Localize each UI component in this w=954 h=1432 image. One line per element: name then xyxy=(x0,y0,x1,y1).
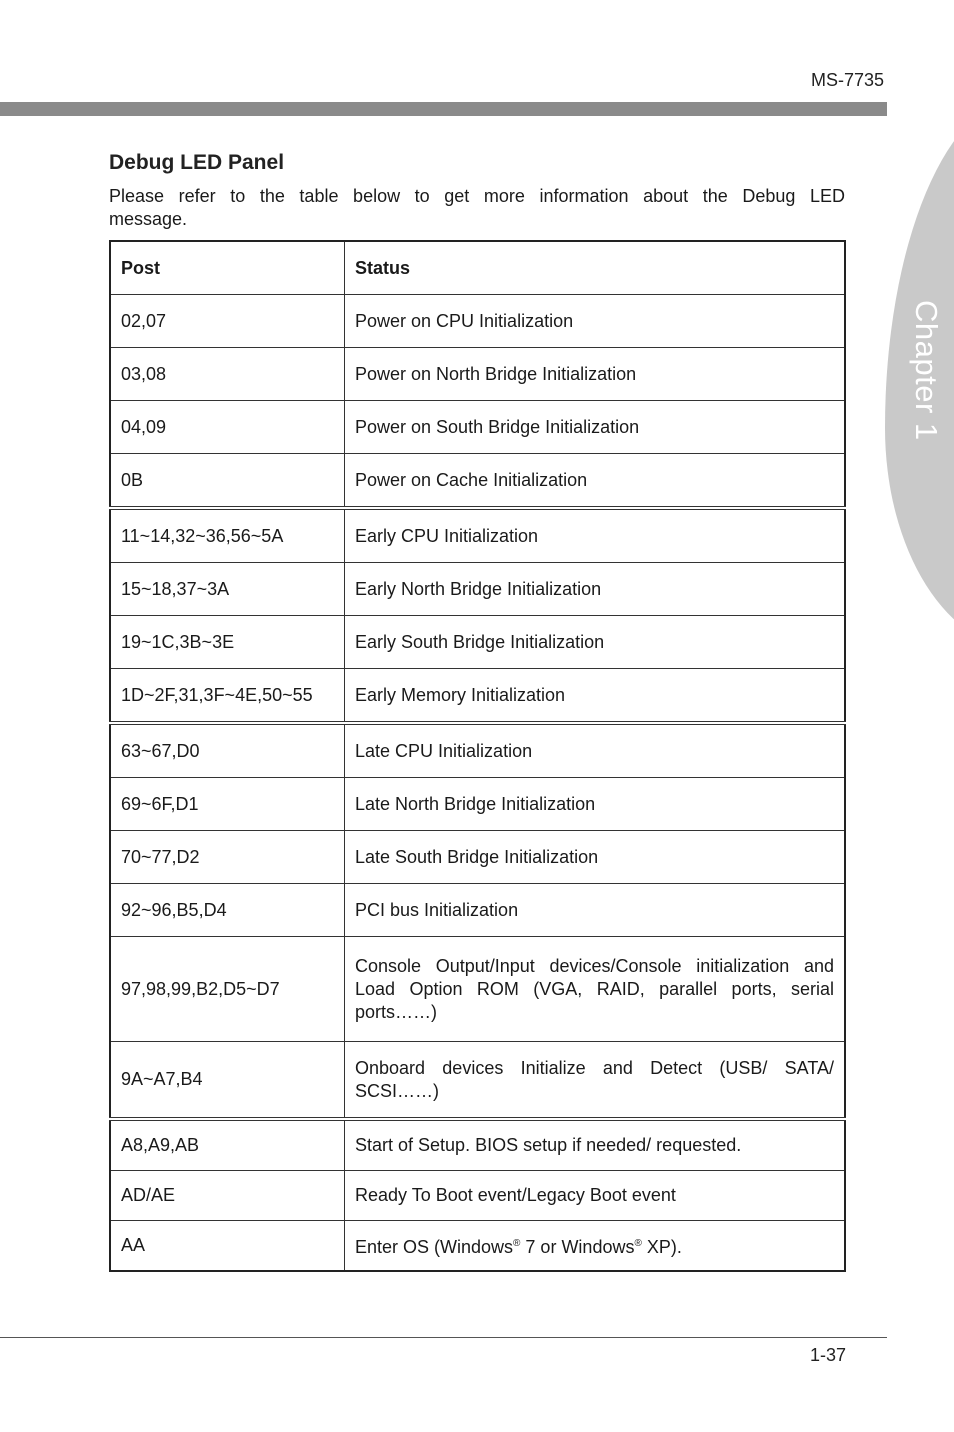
table-header-row xyxy=(110,241,845,295)
post-code: 63~67,D0 xyxy=(110,723,345,778)
status-text: Late South Bridge Initialization xyxy=(345,831,846,884)
footer-rule xyxy=(0,1337,887,1338)
status-text: Late CPU Initialization xyxy=(345,723,846,778)
table-row xyxy=(110,884,845,937)
post-code: A8,A9,AB xyxy=(110,1119,345,1171)
status-text: Onboard devices Initialize and Detect (USB/ SATA/ SCSI……) xyxy=(345,1042,846,1120)
post-code: 97,98,99,B2,D5~D7 xyxy=(110,937,345,1042)
status-text xyxy=(345,1221,846,1272)
post-code: 0B xyxy=(110,454,345,509)
post-code: 69~6F,D1 xyxy=(110,778,345,831)
table-row xyxy=(110,1221,845,1272)
table-row xyxy=(110,348,845,401)
status-text: Start of Setup. BIOS setup if needed/ requested. xyxy=(345,1119,846,1171)
intro-line-2: message. xyxy=(109,209,188,229)
post-code: 1D~2F,31,3F~4E,50~55 xyxy=(110,669,345,724)
table-row xyxy=(110,1042,845,1120)
status-text: Power on North Bridge Initialization xyxy=(345,348,846,401)
table-row xyxy=(110,669,845,724)
post-code: 04,09 xyxy=(110,401,345,454)
status-text: Early North Bridge Initialization xyxy=(345,563,846,616)
model-number: MS-7735 xyxy=(810,70,884,90)
table-row xyxy=(110,295,845,348)
post-code: 15~18,37~3A xyxy=(110,563,345,616)
status-text: Console Output/Input devices/Console initialization and Load Option ROM (VGA, RAID, parallel ports, serial ports……) xyxy=(345,937,846,1042)
status-text: Power on Cache Initialization xyxy=(345,454,846,509)
status-text: Early South Bridge Initialization xyxy=(345,616,846,669)
page-number: 1-37 xyxy=(809,1345,846,1365)
status-part-3: XP). xyxy=(641,1237,682,1257)
table-row xyxy=(110,616,845,669)
status-part-1: Enter OS (Windows xyxy=(355,1237,514,1257)
status-text: Power on CPU Initialization xyxy=(345,295,846,348)
table-row xyxy=(110,831,845,884)
post-code: 19~1C,3B~3E xyxy=(110,616,345,669)
table-row xyxy=(110,778,845,831)
table-row xyxy=(110,401,845,454)
post-code: 70~77,D2 xyxy=(110,831,345,884)
table-row xyxy=(110,723,845,778)
chapter-label: Chapter 1 xyxy=(909,300,944,441)
post-code: 11~14,32~36,56~5A xyxy=(110,508,345,563)
table-row xyxy=(110,1119,845,1171)
status-part-2: 7 or Windows xyxy=(520,1237,635,1257)
status-text: Ready To Boot event/Legacy Boot event xyxy=(345,1171,846,1221)
header-bar xyxy=(0,102,887,116)
status-text: Power on South Bridge Initialization xyxy=(345,401,846,454)
post-code: 03,08 xyxy=(110,348,345,401)
intro-line-1: Please refer to the table below to get more information about the Debug LED xyxy=(109,186,845,206)
table-row xyxy=(110,563,845,616)
status-text: PCI bus Initialization xyxy=(345,884,846,937)
status-text: Early Memory Initialization xyxy=(345,669,846,724)
status-text: Late North Bridge Initialization xyxy=(345,778,846,831)
section-title: Debug LED Panel xyxy=(109,151,285,174)
table-row xyxy=(110,508,845,563)
post-code: 92~96,B5,D4 xyxy=(110,884,345,937)
header-post: Post xyxy=(110,241,345,295)
intro-paragraph xyxy=(109,185,845,231)
post-code: AD/AE xyxy=(110,1171,345,1221)
post-code: 9A~A7,B4 xyxy=(110,1042,345,1120)
registered-mark-1: ® xyxy=(513,1238,521,1249)
table-row xyxy=(110,454,845,509)
status-text: Early CPU Initialization xyxy=(345,508,846,563)
post-code: AA xyxy=(110,1221,345,1272)
registered-mark-2: ® xyxy=(634,1238,642,1249)
debug-led-table xyxy=(109,240,846,1272)
header-status: Status xyxy=(345,241,846,295)
table-row xyxy=(110,1171,845,1221)
post-code: 02,07 xyxy=(110,295,345,348)
table-row xyxy=(110,937,845,1042)
